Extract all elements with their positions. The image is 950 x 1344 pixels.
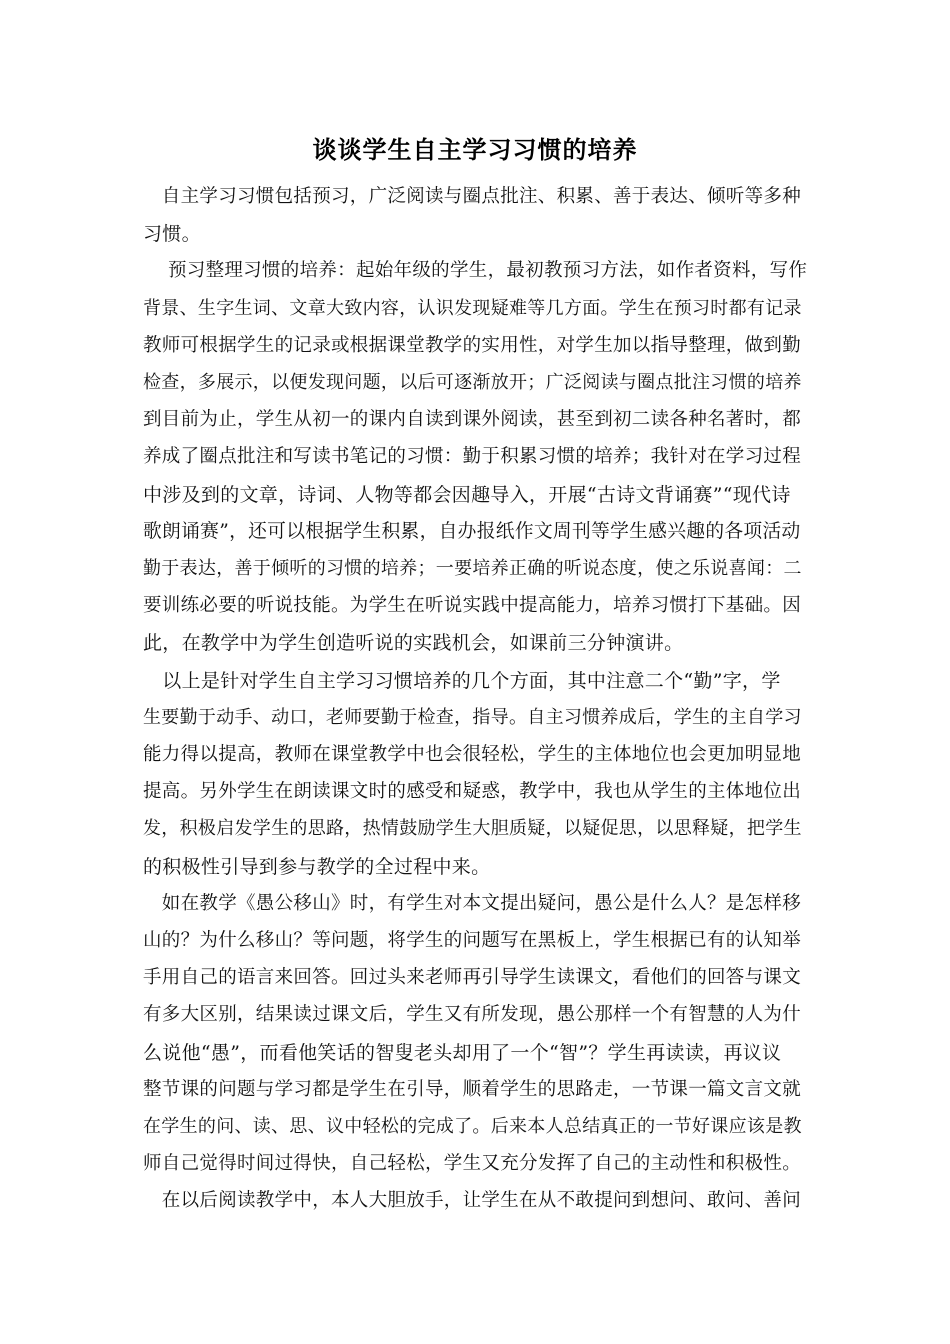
body-line: 能力得以提高，教师在课堂教学中也会很轻松，学生的主体地位也会更加明显地 (143, 744, 802, 765)
body-line: 养成了圈点批注和写读书笔记的习惯：勤于积累习惯的培养；我针对在学习过程 (143, 446, 802, 467)
body-line: 教师可根据学生的记录或根据课堂教学的实用性，对学生加以指导整理，做到勤 (143, 335, 802, 356)
body-line: 师自己觉得时间过得快，自己轻松，学生又充分发挥了自己的主动性和积极性。 (143, 1153, 802, 1174)
body-line: 手用自己的语言来回答。回过头来老师再引导学生读课文，看他们的回答与课文 (143, 967, 802, 988)
body-line: 背景、生字生词、文章大致内容，认识发现疑难等几方面。学生在预习时都有记录 (143, 298, 802, 319)
body-line: 生要勤于动手、动口，老师要勤于检查，指导。自主习惯养成后，学生的主自学习 (143, 707, 802, 728)
body-line: 此，在教学中为学生创造听说的实践机会，如课前三分钟演讲。 (143, 632, 684, 654)
body-line: 么说他“愚”，而看他笑话的智叟老头却用了一个“智”？学生再读读，再议议 (143, 1042, 782, 1064)
body-line: 预习整理习惯的培养：起始年级的学生，最初教预习方法，如作者资料，写作 (143, 260, 807, 281)
body-line: 在以后阅读教学中，本人大胆放手，让学生在从不敢提问到想问、敢问、善问 (143, 1190, 802, 1211)
body-line: 发，积极启发学生的思路，热情鼓励学生大胆质疑，以疑促思，以思释疑，把学生 (143, 818, 802, 839)
body-line: 如在教学《愚公移山》时，有学生对本文提出疑问，愚公是什么人？是怎样移 (143, 893, 802, 914)
body-line: 要训练必要的听说技能。为学生在听说实践中提高能力，培养习惯打下基础。因 (143, 595, 802, 616)
body-line: 自主学习习惯包括预习，广泛阅读与圈点批注、积累、善于表达、倾听等多种 (143, 186, 802, 207)
document-title: 谈谈学生自主学习习惯的培养 (312, 136, 638, 164)
body-line: 有多大区别，结果读过课文后，学生又有所发现，愚公那样一个有智慧的人为什 (143, 1004, 802, 1025)
body-line: 的积极性引导到参与教学的全过程中来。 (143, 856, 491, 878)
body-line: 在学生的问、读、思、议中轻松的完成了。后来本人总结真正的一节好课应该是教 (143, 1116, 802, 1137)
body-line: 歌朗诵赛”，还可以根据学生积累，自办报纸作文周刊等学生感兴趣的各项活动 (143, 521, 801, 542)
body-line: 中涉及到的文章，诗词、人物等都会因趣导入，开展“古诗文背诵赛”“现代诗 (143, 484, 791, 506)
body-line: 提高。另外学生在朗读课文时的感受和疑惑，教学中，我也从学生的主体地位出 (143, 781, 802, 802)
body-line: 山的？为什么移山？等问题，将学生的问题写在黑板上，学生根据已有的认知举 (143, 930, 802, 951)
body-line: 以上是针对学生自主学习习惯培养的几个方面，其中注意二个“勤”字，学 (143, 670, 781, 692)
body-line: 到目前为止，学生从初一的课内自读到课外阅读，甚至到初二读各种名著时，都 (143, 409, 802, 430)
body-line: 整节课的问题与学习都是学生在引导，顺着学生的思路走，一节课一篇文言文就 (143, 1079, 802, 1100)
body-line: 勤于表达，善于倾听的习惯的培养；一要培养正确的听说态度，使之乐说喜闻：二 (143, 558, 802, 579)
body-line: 习惯。 (143, 223, 201, 245)
body-line: 检查，多展示，以便发现问题，以后可逐渐放开；广泛阅读与圈点批注习惯的培养 (143, 372, 802, 393)
